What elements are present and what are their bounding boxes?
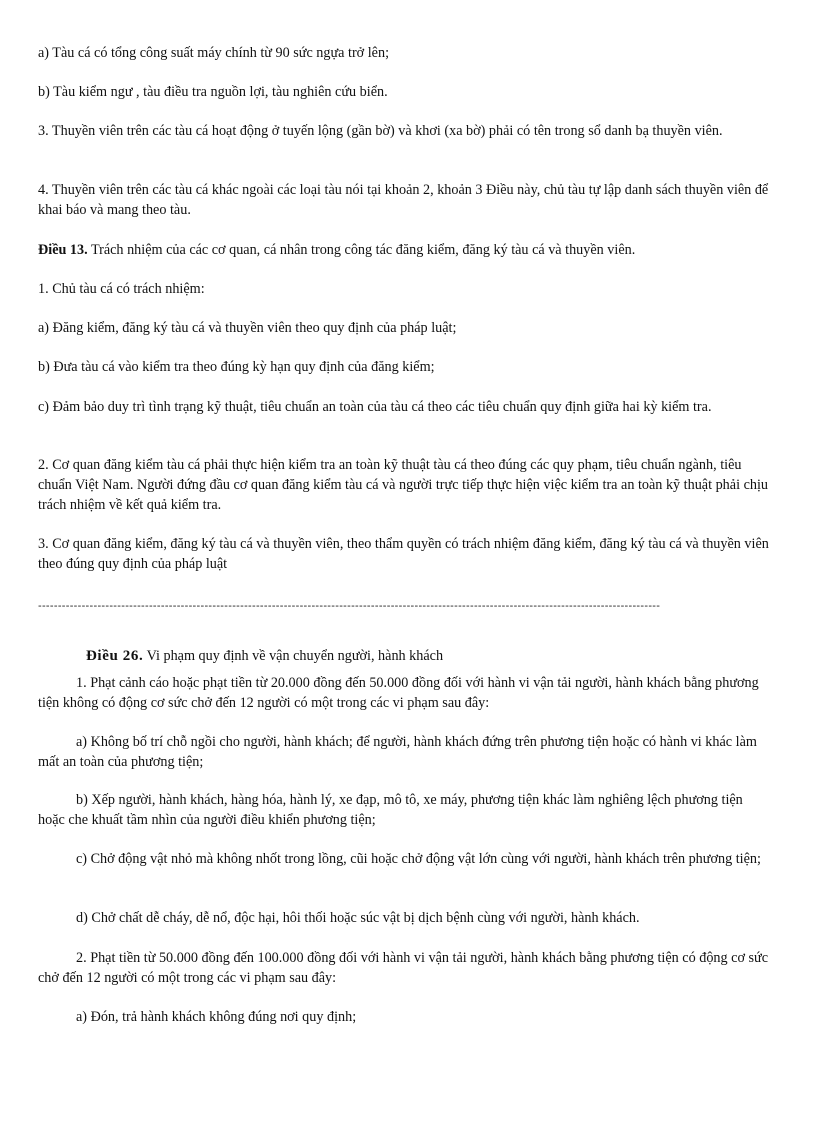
separator-line: -------------------------------------------------------------------------------------------------------------------------------------------------------------: [38, 600, 661, 612]
article-26-clause-2: 2. Phạt tiền từ 50.000 đồng đến 100.000 đồng đối với hành vi vận tải người, hành khách bằng phương tiện có động cơ sức chở đến 12 người có một trong các vi phạm sau đây:: [38, 950, 769, 986]
article-26-item-d: d) Chở chất dễ cháy, dễ nổ, độc hại, hôi thối hoặc súc vật bị dịch bệnh cùng với người, hành khách.: [76, 910, 640, 926]
article-26-item-c: c) Chở động vật nhỏ mà không nhốt trong lồng, cũi hoặc chở động vật lớn cùng với người, hành khách trên phương tiện;: [76, 851, 761, 867]
article-13-clause-2: 2. Cơ quan đăng kiểm tàu cá phải thực hiện kiểm tra an toàn kỹ thuật tàu cá theo đúng các quy phạm, tiêu chuẩn ngành, tiêu chuẩn Việt Nam. Người đứng đầu cơ quan đăng kiểm tàu cá và người trực tiếp thực hiện việc kiểm tra an toàn kỹ thuật phải chịu trách nhiệm về kết quả kiểm tra.: [38, 457, 768, 513]
article-26-clause-1: 1. Phạt cảnh cáo hoặc phạt tiền từ 20.000 đồng đến 50.000 đồng đối với hành vi vận tải người, hành khách bằng phương tiện không có động cơ sức chở đến 12 người có một trong các vi phạm sau đây:: [38, 675, 759, 711]
article-13-item-a: a) Đăng kiểm, đăng ký tàu cá và thuyền viên theo quy định của pháp luật;: [38, 320, 457, 336]
paragraph-4: 4. Thuyền viên trên các tàu cá khác ngoài các loại tàu nói tại khoản 2, khoản 3 Điều này, chủ tàu tự lập danh sách thuyền viên để khai báo và mang theo tàu.: [38, 182, 769, 218]
article-13-clause-1: 1. Chủ tàu cá có trách nhiệm:: [38, 281, 205, 297]
article-13-clause-3: 3. Cơ quan đăng kiểm, đăng ký tàu cá và thuyền viên, theo thẩm quyền có trách nhiệm đăng kiểm, đăng ký tàu cá và thuyền viên theo đúng quy định của pháp luật: [38, 536, 769, 572]
article-13-item-c: c) Đảm bảo duy trì tình trạng kỹ thuật, tiêu chuẩn an toàn của tàu cá theo các tiêu chuẩn quy định giữa hai kỳ kiểm tra.: [38, 399, 712, 415]
article-26-label: Điều 26.: [86, 648, 144, 665]
article-13-heading: [38, 240, 773, 260]
article-13-label: Điều 13.: [38, 242, 88, 258]
article-26-heading: [86, 646, 443, 666]
item-b-inspection-vessels: b) Tàu kiểm ngư , tàu điều tra nguồn lợi, tàu nghiên cứu biển.: [38, 84, 388, 100]
article-13-title: Trách nhiệm của các cơ quan, cá nhân trong công tác đăng kiểm, đăng ký tàu cá và thuyền viên.: [87, 242, 636, 258]
article-13-item-b: b) Đưa tàu cá vào kiểm tra theo đúng kỳ hạn quy định của đăng kiểm;: [38, 359, 435, 375]
paragraph-3: 3. Thuyền viên trên các tàu cá hoạt động ở tuyến lộng (gần bờ) và khơi (xa bờ) phải có tên trong sổ danh bạ thuyền viên.: [38, 123, 723, 139]
article-26-title: Vi phạm quy định về vận chuyển người, hành khách: [143, 648, 444, 665]
item-a-engine-capacity: a) Tàu cá có tổng công suất máy chính từ 90 sức ngựa trở lên;: [38, 45, 390, 61]
article-26-item-a: a) Không bố trí chỗ ngồi cho người, hành khách; để người, hành khách đứng trên phương tiện hoặc có hành vi khác làm mất an toàn của phương tiện;: [38, 734, 757, 770]
article-26-item-b: b) Xếp người, hành khách, hàng hóa, hành lý, xe đạp, mô tô, xe máy, phương tiện khác làm nghiêng lệch phương tiện hoặc che khuất tầm nhìn của người điều khiển phương tiện;: [38, 792, 743, 828]
article-26-clause-2-item-a: a) Đón, trả hành khách không đúng nơi quy định;: [76, 1009, 357, 1025]
